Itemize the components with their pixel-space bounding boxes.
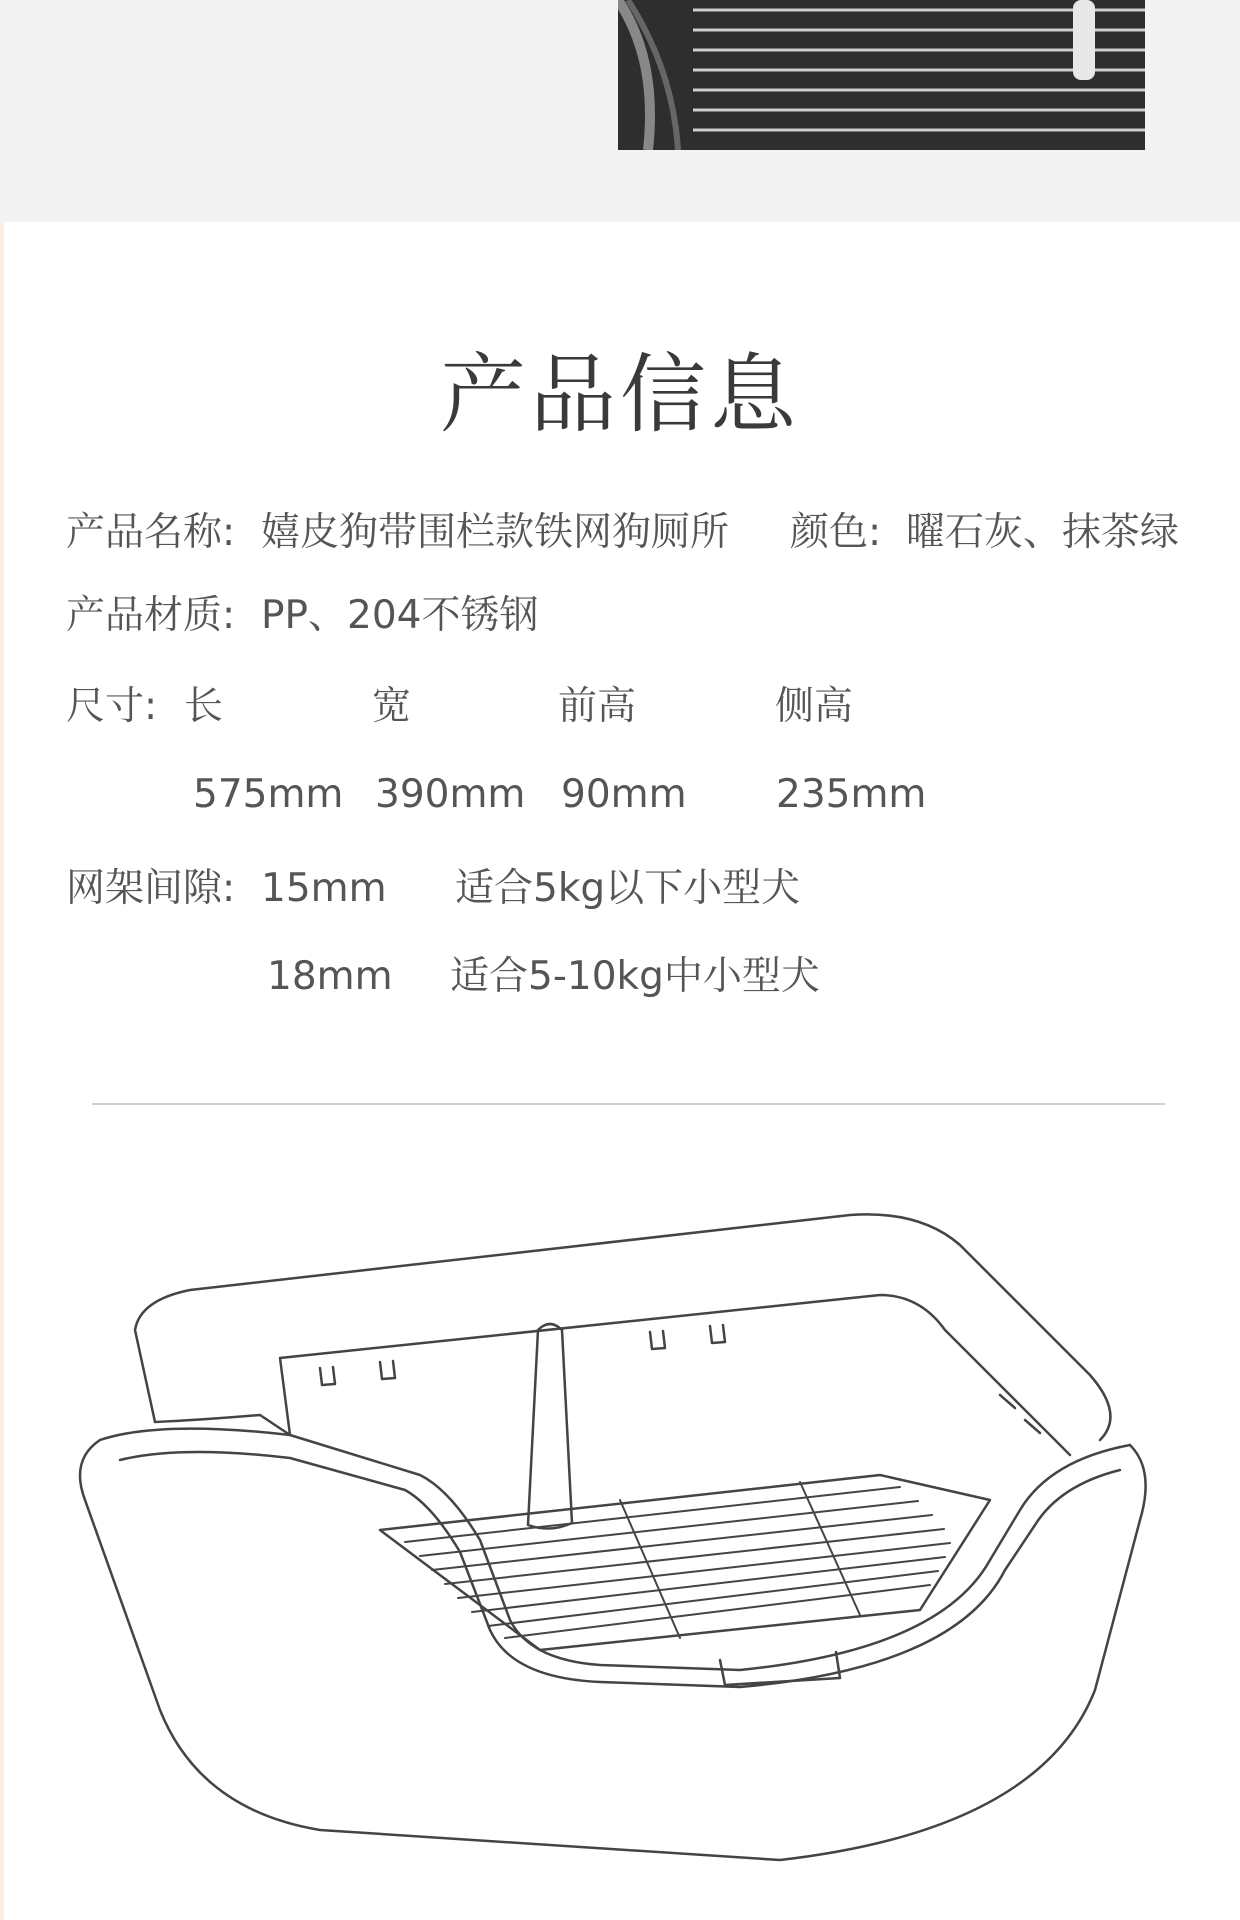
page-title: 产品信息 [440,345,800,445]
grate-gap-label: 网架间隙: [66,866,236,911]
size-value-width: 390mm [375,772,526,817]
grate-gap-fit-1: 适合5kg以下小型犬 [455,866,801,911]
grate-gap-value-1: 15mm [261,866,387,911]
section-divider [92,1103,1165,1105]
grate-gap-fit-2: 适合5-10kg中小型犬 [450,954,820,999]
size-header-side-height: 侧高 [775,684,854,729]
color-label: 颜色: [790,510,882,555]
left-edge-accent [0,222,4,1920]
size-value-length: 575mm [193,772,344,817]
litter-tray-line-drawing [60,1190,1190,1870]
size-header-length: 长 [184,684,224,729]
size-header-front-height: 前高 [558,684,637,729]
product-name-label: 产品名称: [66,510,236,555]
material-value: PP、204不锈钢 [261,593,539,638]
size-value-side-height: 235mm [776,772,927,817]
product-name-value: 嬉皮狗带围栏款铁网狗厕所 [261,510,730,555]
top-product-photo-band [0,0,1240,222]
grate-gap-value-2: 18mm [267,954,393,999]
size-label: 尺寸: [66,684,158,729]
grate-photo-crop [618,0,1145,150]
size-header-width: 宽 [372,684,412,729]
material-label: 产品材质: [66,593,236,638]
size-value-front-height: 90mm [561,772,687,817]
color-value: 曜石灰、抹茶绿 [906,510,1180,555]
